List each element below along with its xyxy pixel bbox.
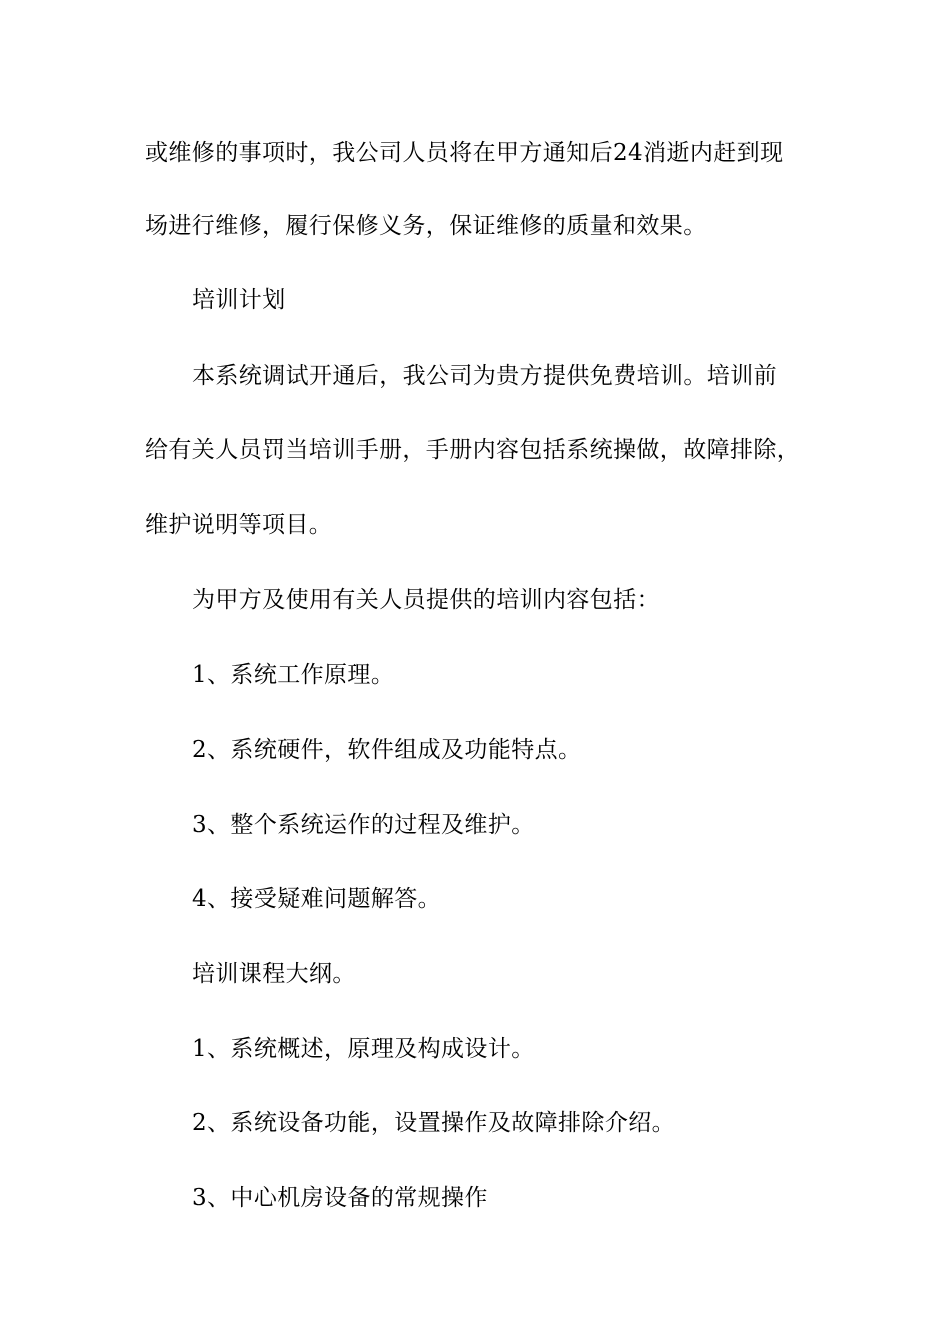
paragraph-line: 本系统调试开通后，我公司为贵方提供免费培训。培训前 bbox=[192, 363, 777, 389]
list-item: 2、系统设备功能，设置操作及故障排除介绍。 bbox=[192, 1110, 676, 1136]
paragraph-line: 或维修的事项时，我公司人员将在甲方通知后24消逝内赶到现 bbox=[145, 140, 784, 166]
list-item: 3、整个系统运作的过程及维护。 bbox=[192, 812, 535, 838]
list-item: 4、接受疑难问题解答。 bbox=[192, 886, 442, 912]
list-item: 2、系统硬件，软件组成及功能特点。 bbox=[192, 737, 582, 763]
list-item: 1、系统概述，原理及构成设计。 bbox=[192, 1036, 535, 1062]
list-item: 3、中心机房设备的常规操作 bbox=[192, 1185, 488, 1211]
paragraph-line: 维护说明等项目。 bbox=[145, 512, 333, 538]
list-item: 1、系统工作原理。 bbox=[192, 662, 395, 688]
section-heading: 培训课程大纲。 bbox=[192, 961, 356, 987]
paragraph-line: 场进行维修，履行保修义务，保证维修的质量和效果。 bbox=[145, 213, 707, 239]
section-heading: 培训计划 bbox=[192, 287, 286, 313]
paragraph-line: 为甲方及使用有关人员提供的培训内容包括： bbox=[192, 587, 660, 613]
paragraph-line: 给有关人员罚当培训手册，手册内容包括系统操做，故障排除， bbox=[145, 437, 801, 463]
